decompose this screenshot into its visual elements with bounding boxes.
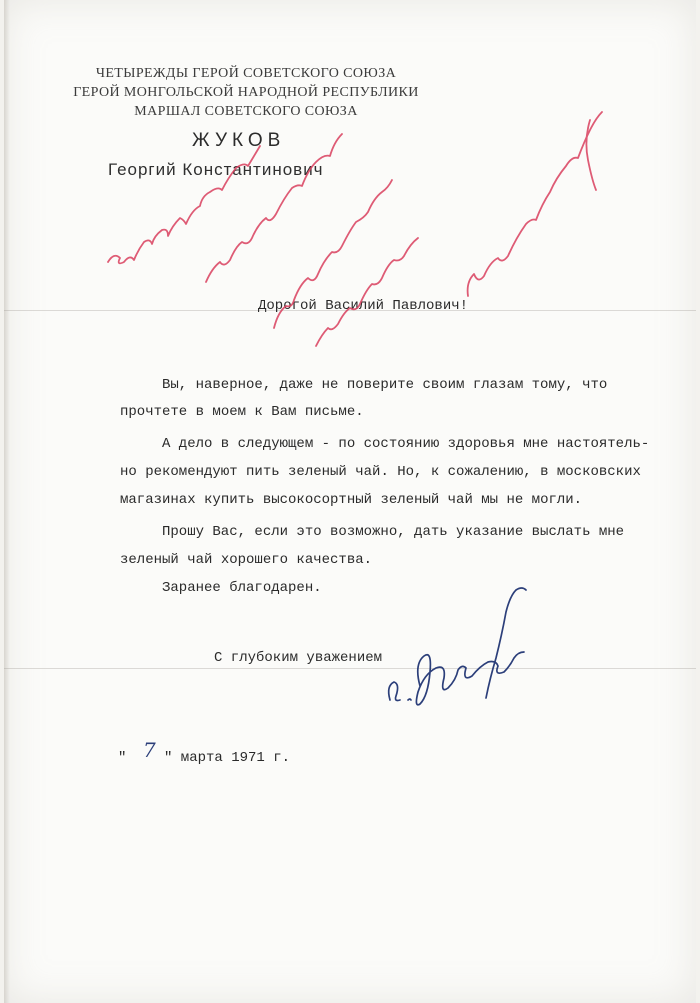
letter-thanks: Заранее благодарен. bbox=[162, 580, 322, 596]
paragraph-2-line-1: А дело в следующем - по состоянию здоровья мне настоятель- bbox=[162, 436, 650, 452]
date-day-handwritten: 7 bbox=[143, 738, 156, 762]
paragraph-3-line-1: Прошу Вас, если это возможно, дать указание выслать мне bbox=[162, 524, 625, 540]
letterhead-fullname: Георгий Константинович bbox=[108, 160, 324, 179]
letterhead bbox=[56, 64, 436, 121]
date-open-quote: " bbox=[118, 750, 127, 766]
letterhead-title-3: МАРШАЛ СОВЕТСКОГО СОЮЗА bbox=[134, 104, 358, 119]
letterhead-title-2: ГЕРОЙ МОНГОЛЬСКОЙ НАРОДНОЙ РЕСПУБЛИКИ bbox=[73, 85, 419, 100]
date-rest: " марта 1971 г. bbox=[164, 750, 291, 766]
paragraph-1-line-1: Вы, наверное, даже не поверите своим глазам тому, что bbox=[162, 377, 608, 393]
paragraph-2-line-2: но рекомендуют пить зеленый чай. Но, к сожалению, в московских bbox=[120, 464, 641, 480]
letter-greeting: Дорогой Василий Павлович! bbox=[258, 298, 469, 314]
paragraph-3-line-2: зеленый чай хорошего качества. bbox=[120, 552, 373, 568]
letterhead-surname: ЖУКОВ bbox=[192, 130, 286, 151]
paragraph-1-line-2: прочтете в моем к Вам письме. bbox=[120, 404, 364, 420]
letterhead-title-1: ЧЕТЫРЕЖДЫ ГЕРОЙ СОВЕТСКОГО СОЮЗА bbox=[95, 66, 397, 81]
paper-edge-shadow bbox=[4, 0, 10, 1003]
paragraph-2-line-3: магазинах купить высокосортный зеленый чай мы не могли. bbox=[120, 492, 583, 508]
letter-closing: С глубоким уважением bbox=[214, 650, 383, 666]
fold-line bbox=[4, 668, 696, 669]
